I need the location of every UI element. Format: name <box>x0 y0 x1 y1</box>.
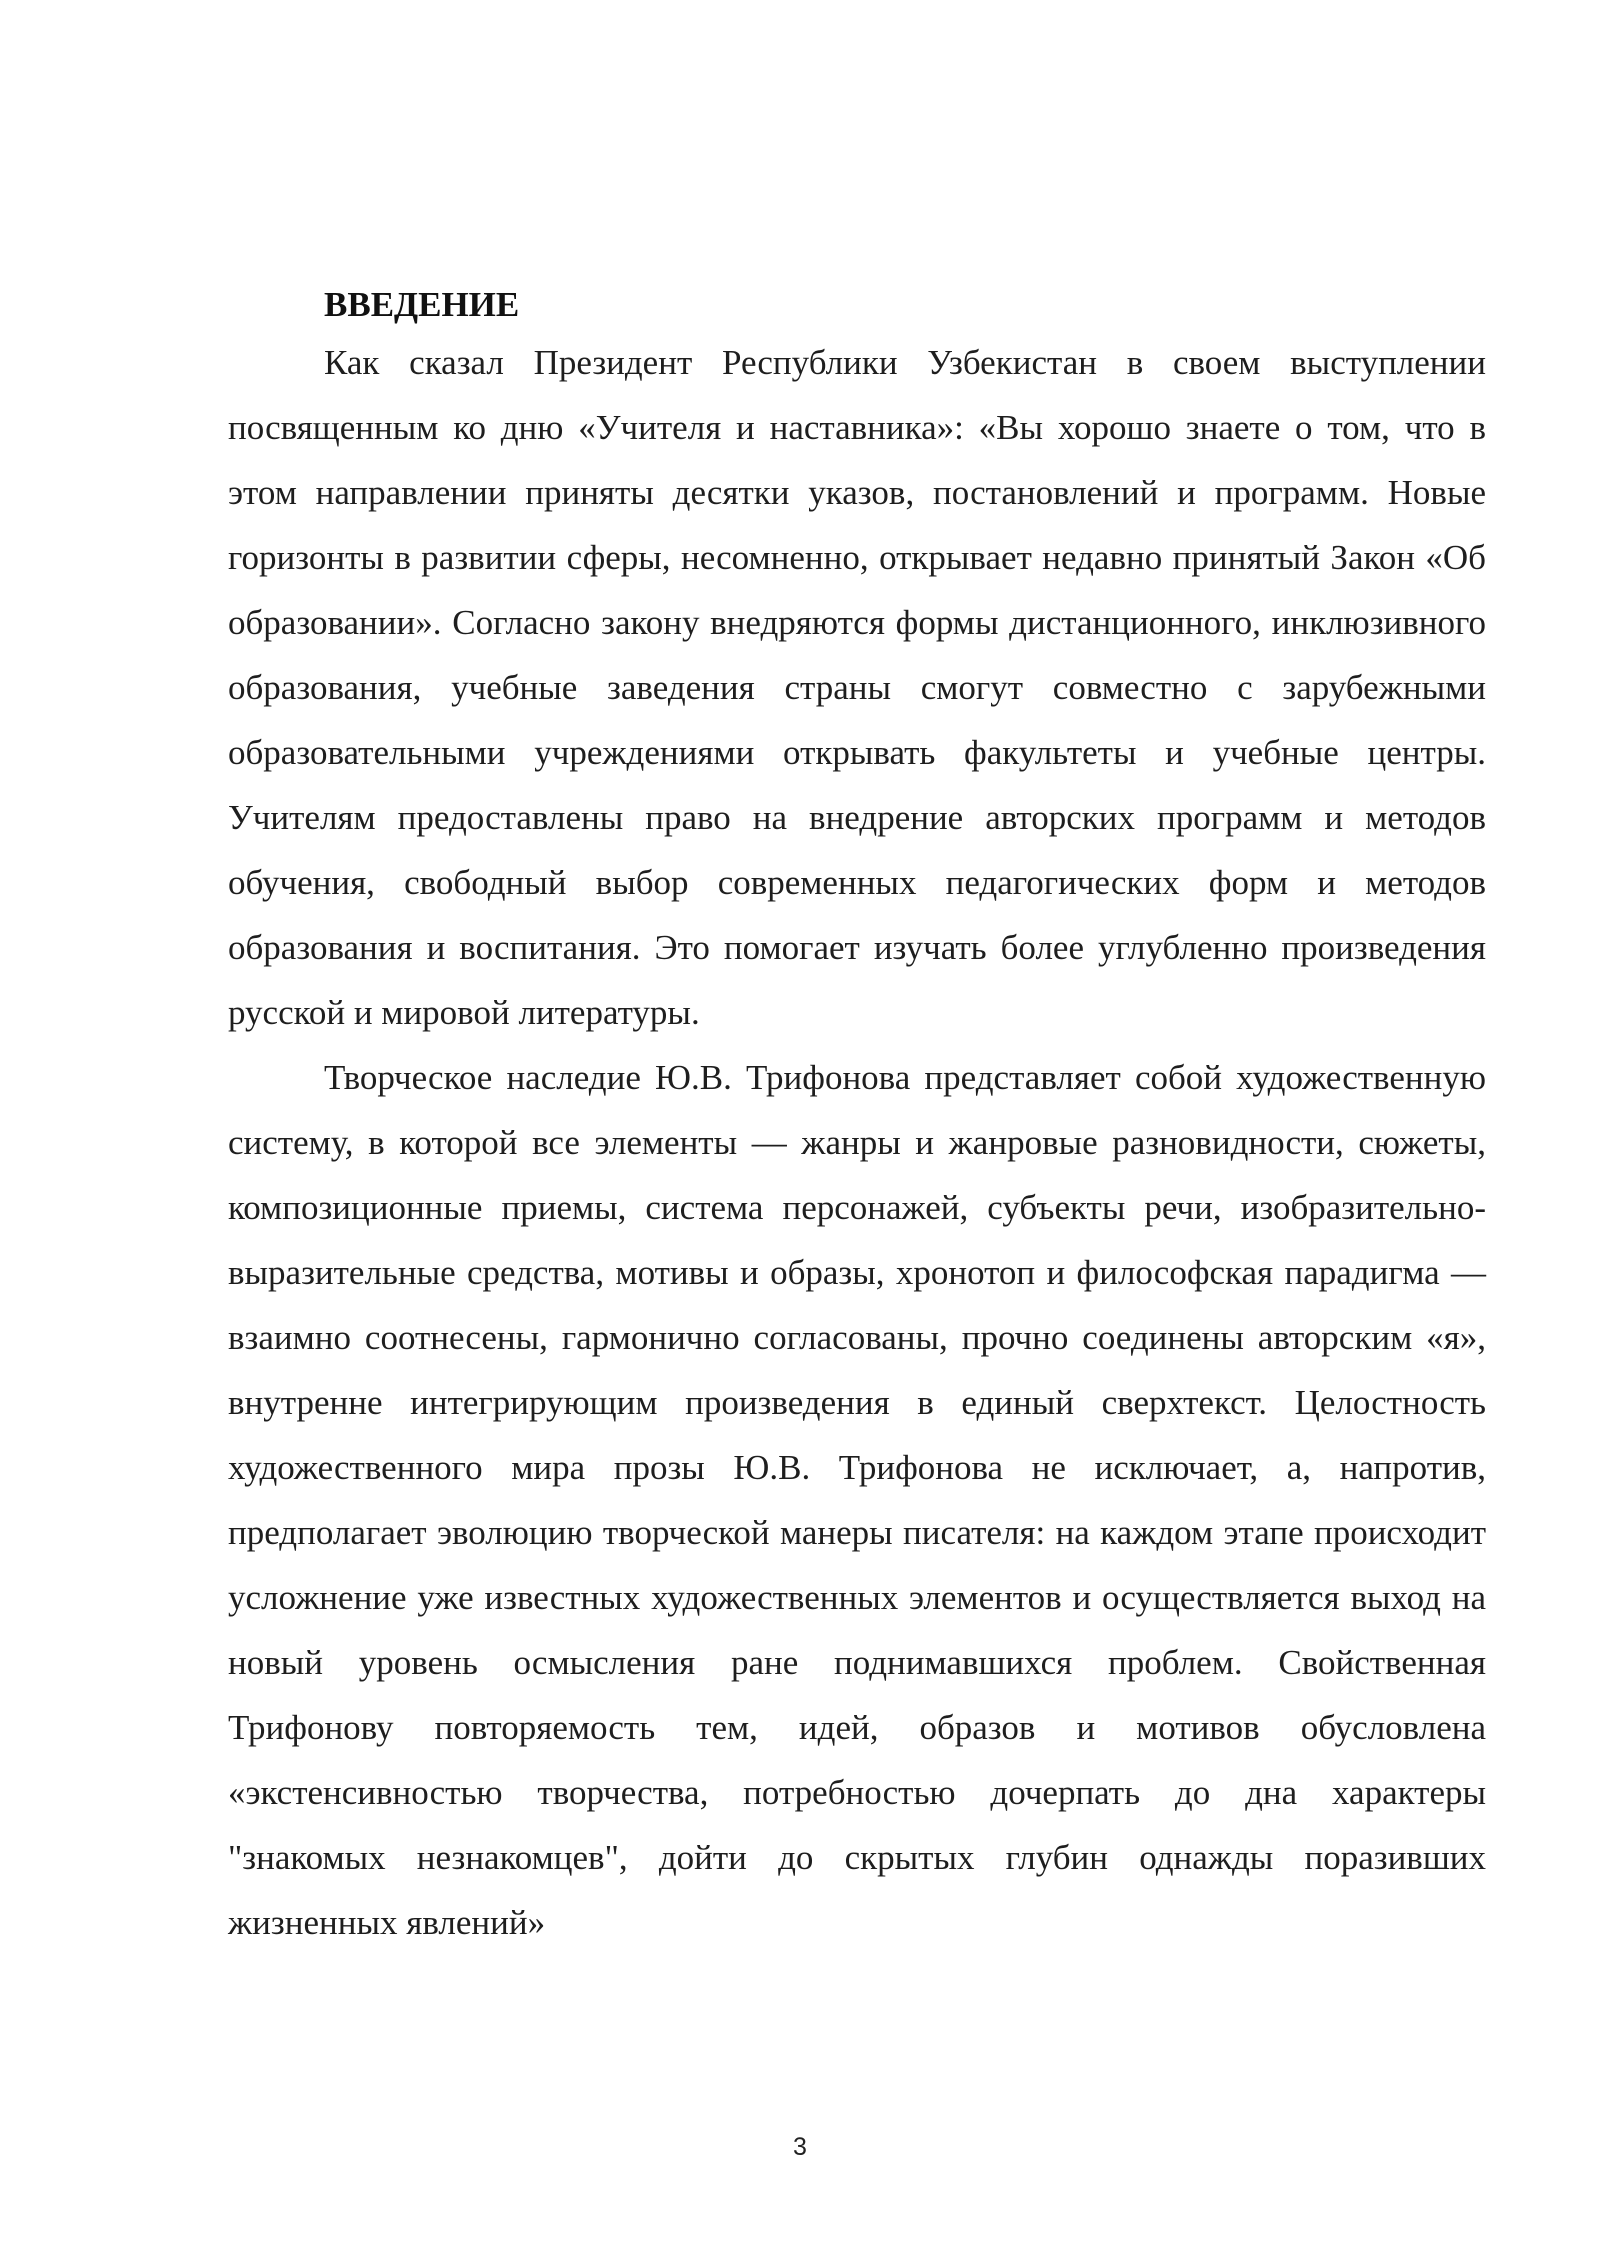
page-number: 3 <box>793 2133 807 2161</box>
page-content <box>228 280 1486 1955</box>
paragraph-introduction: Как сказал Президент Республики Узбекистан в своем выступлении посвященным ко дню «Учителя и наставника»: «Вы хорошо знаете о том, что в этом направлении приняты десятки указов, постановлений и программ. Новые горизонты в развитии сферы, несомненно, открывает недавно принятый Закон «Об образовании». Согласно закону внедряются формы дистанционного, инклюзивного образования, учебные заведения страны смогут совместно с зарубежными образовательными учреждениями открывать факультеты и учебные центры. Учителям предоставлены право на внедрение авторских программ и методов обучения, свободный выбор современных педагогических форм и методов образования и воспитания. Это помогает изучать более углубленно произведения русской и мировой литературы. <box>228 343 1486 1032</box>
paragraph-trifonov: Творческое наследие Ю.В. Трифонова представляет собой художественную систему, в которой все элементы — жанры и жанровые разновидности, сюжеты, композиционные приемы, система персонажей, субъекты речи, изобразительно-выразительные средства, мотивы и образы, хронотоп и философская парадигма — взаимно соотнесены, гармонично согласованы, прочно соединены авторским «я», внутренне интегрирующим произведения в единый сверхтекст. Целостность художественного мира прозы Ю.В. Трифонова не исключает, а, напротив, предполагает эволюцию творческой манеры писателя: на каждом этапе происходит усложнение уже известных художественных элементов и осуществляется выход на новый уровень осмысления ране поднимавшихся проблем. Свойственная Трифонову повторяемость тем, идей, образов и мотивов обусловлена «экстенсивностью творчества, потребностью дочерпать до дна характеры "знакомых незнакомцев", дойти до скрытых глубин однажды поразивших жизненных явлений» <box>228 1058 1486 1942</box>
section-heading: ВВЕДЕНИЕ <box>324 285 520 324</box>
